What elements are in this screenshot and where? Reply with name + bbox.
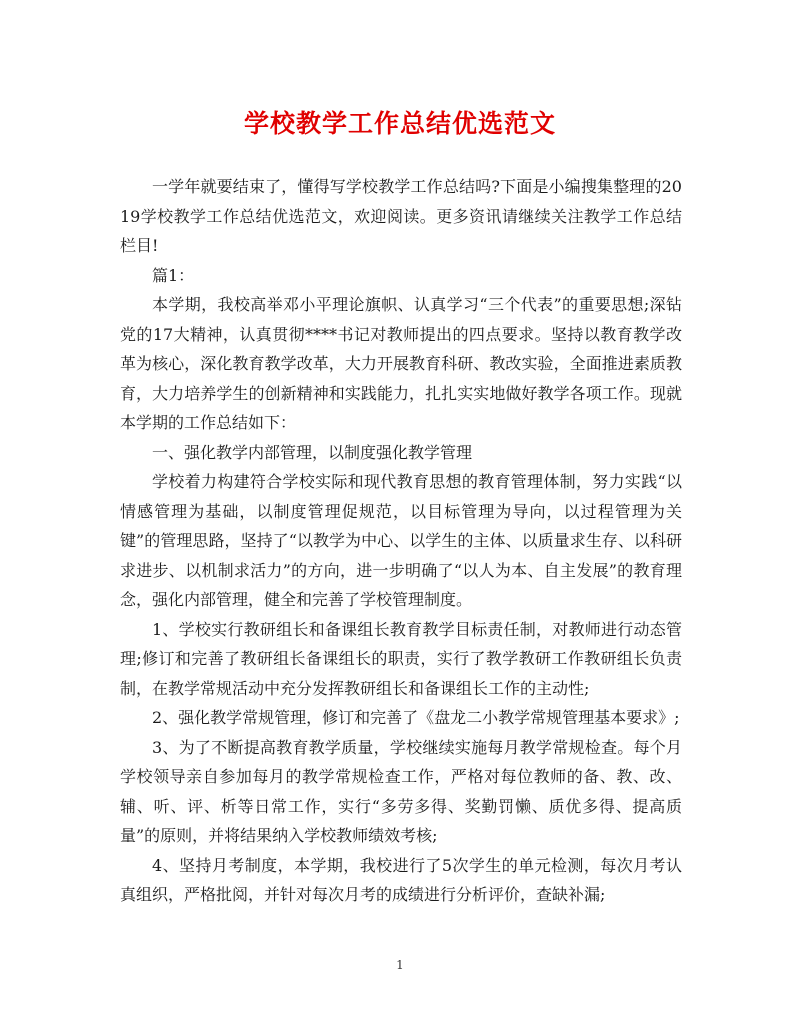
list-item: 3、为了不断提高教育教学质量，学校继续实施每月教学常规检查。每个月学校领导亲自参加每月的教学常规检查工作，严格对每位教师的备、教、改、辅、听、评、析等日常工作，实行“多劳多得、奖勤罚懒、质优多得、提高质量”的原则，并将结果纳入学校教师绩效考核;	[120, 737, 682, 845]
section-label: 篇1：	[152, 265, 195, 285]
section-heading: 一、强化教学内部管理，以制度强化教学管理	[152, 442, 473, 462]
body-paragraph: 本学期，我校高举邓小平理论旗帜、认真学习“三个代表”的重要思想;深钻党的17大精神，认真贯彻****书记对教师提出的四点要求。坚持以教育教学改革为核心，深化教育教学改革，大力开展教育科研、教改实验，全面推进素质教育，大力培养学生的创新精神和实践能力，扎扎实实地做好教学各项工作。现就本学期的工作总结如下：	[120, 295, 682, 432]
document-body	[120, 172, 682, 910]
list-item: 2、强化教学常规管理，修订和完善了《盘龙二小教学常规管理基本要求》;	[152, 708, 680, 727]
intro-paragraph: 一学年就要结束了，懂得写学校教学工作总结吗?下面是小编搜集整理的2019学校教学工作总结优选范文，欢迎阅读。更多资讯请继续关注教学工作总结栏目!	[120, 177, 682, 255]
document-title: 学校教学工作总结优选范文	[243, 109, 556, 138]
body-paragraph: 学校着力构建符合学校实际和现代教育思想的教育管理体制，努力实践“以情感管理为基础，以制度管理促规范，以目标管理为导向，以过程管理为关键”的管理思路，坚持了“以教学为中心、以学生的主体、以质量求生存、以科研求进步、以机制求活力”的方向，进一步明确了“以人为本、自主发展”的教育理念，强化内部管理，健全和完善了学校管理制度。	[120, 472, 682, 609]
list-item: 1、学校实行教研组长和备课组长教育教学目标责任制，对教师进行动态管理;修订和完善了教研组长备课组长的职责，实行了教学教研工作教研组长负责制，在教学常规活动中充分发挥教研组长和备课组长工作的主动性;	[120, 619, 682, 698]
page-number: 1	[396, 958, 404, 972]
list-item: 4、坚持月考制度，本学期，我校进行了5次学生的单元检测，每次月考认真组织，严格批阅，并针对每次月考的成绩进行分析评价，查缺补漏;	[120, 855, 682, 904]
